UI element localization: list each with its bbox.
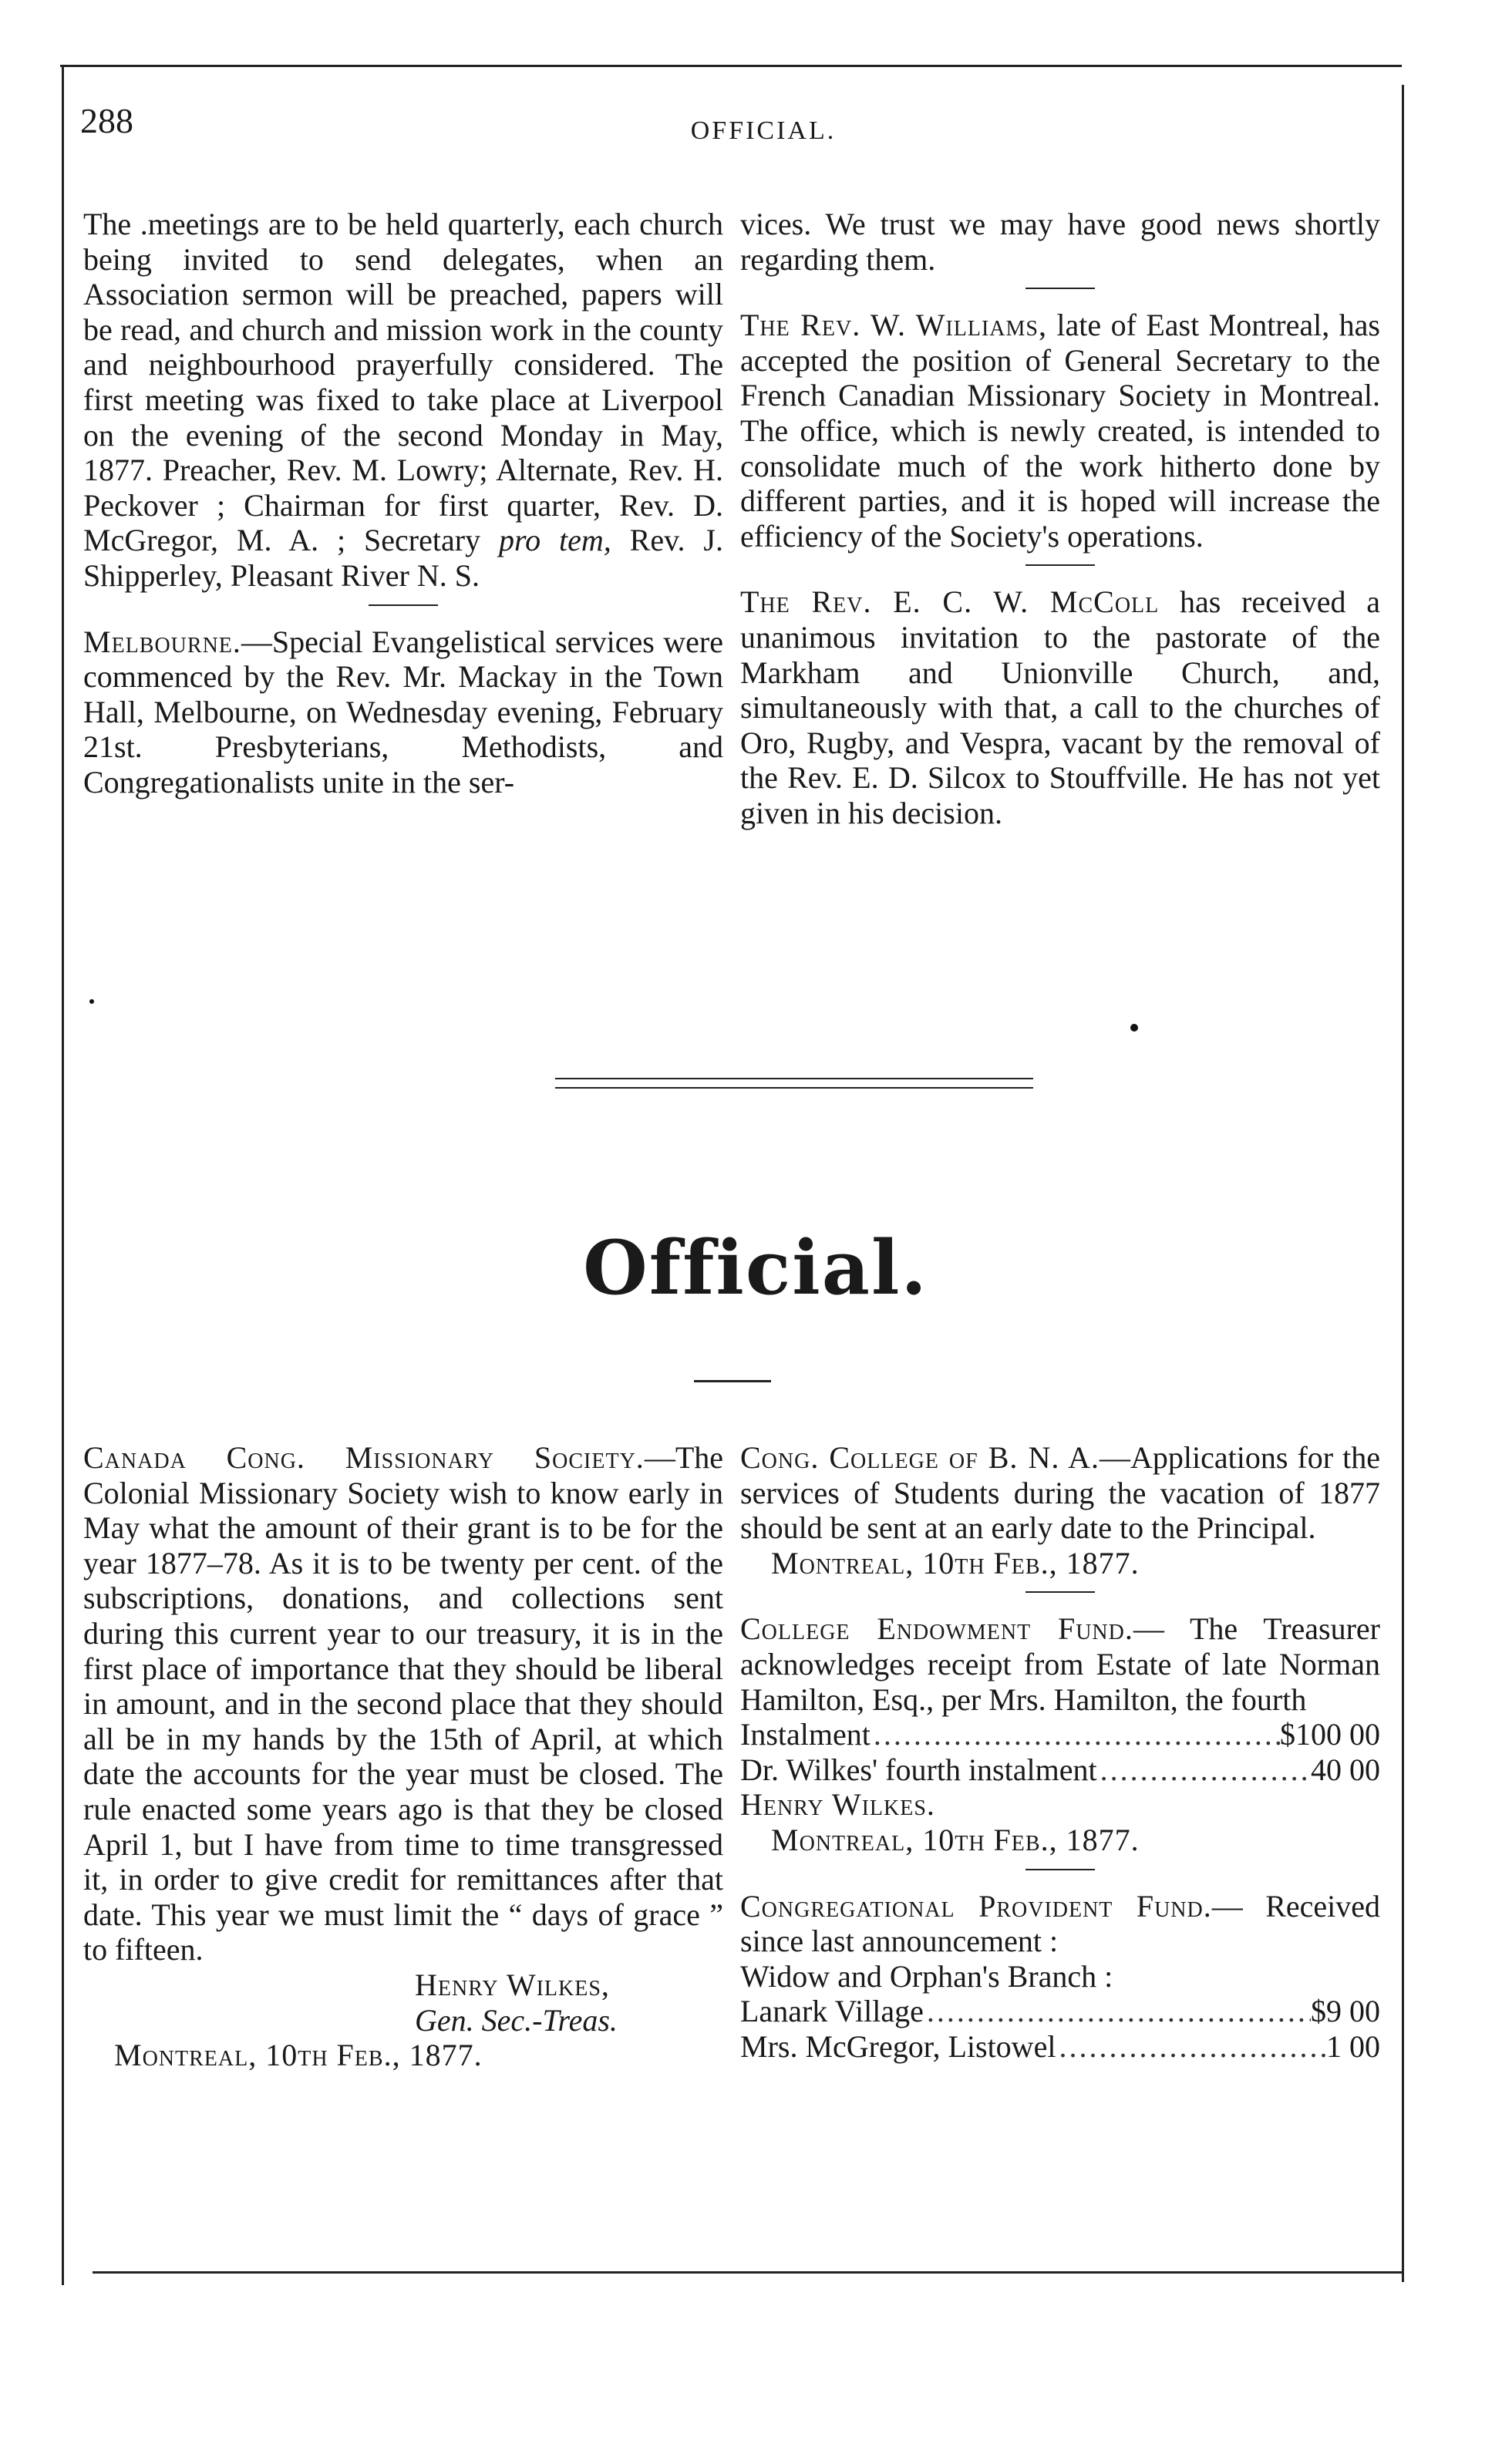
association-text-tail: Rev. J. Shipperley, Pleasant River N. S. bbox=[83, 523, 723, 593]
missionary-society-lead: Canada Cong. Missionary Society. bbox=[83, 1440, 645, 1475]
entry-amount: 40 00 bbox=[1311, 1752, 1380, 1787]
melbourne-lead: Melbourne. bbox=[83, 624, 241, 659]
entry-amount: 1 00 bbox=[1326, 2028, 1380, 2064]
association-paragraph bbox=[83, 207, 723, 594]
college-lead: Cong. College of B. N. A. bbox=[740, 1440, 1100, 1475]
ink-speck bbox=[1130, 1024, 1138, 1032]
missionary-society-paragraph bbox=[83, 1440, 723, 1967]
ledger-entry bbox=[740, 2029, 1380, 2065]
melbourne-text: —Special Evangelistical services were commenced by the Rev. Mr. Mackay in the Town Hall, Melbourne, on Wednesday evening, February 21st. Presbyterians, Methodists, and Congregationalists unite in the ser- bbox=[83, 624, 723, 799]
williams-text: late of East Montreal, has accepted the position of General Secretary to the French Canadian Missionary Society in Montreal. The office, which is newly created, is intended to consolidate much of the work hitherto done by different parties, and it is hoped will increase the efficiency of the Society's operations. bbox=[740, 308, 1380, 554]
ledger-entry bbox=[740, 1717, 1380, 1752]
leader-dots bbox=[1097, 1752, 1311, 1788]
page-frame-right bbox=[1402, 85, 1404, 2282]
provident-fund-paragraph bbox=[740, 1889, 1380, 1959]
pro-tem-italic: pro tem, bbox=[498, 523, 611, 558]
williams-lead: The Rev. W. Williams, bbox=[740, 308, 1047, 343]
divider-rule bbox=[1025, 1869, 1095, 1870]
page-frame-top bbox=[60, 65, 1402, 67]
signature-name: Henry Wilkes. bbox=[740, 1787, 935, 1823]
divider-rule bbox=[369, 604, 438, 606]
leader-dots bbox=[1056, 2029, 1326, 2065]
entry-label: Dr. Wilkes' fourth instalment bbox=[740, 1752, 1097, 1787]
provident-fund-lead: Congregational Provident Fund. bbox=[740, 1888, 1212, 1924]
divider-rule bbox=[1025, 1591, 1095, 1593]
signature-title: Gen. Sec.-Treas. bbox=[415, 2002, 618, 2038]
bottom-right-column bbox=[740, 1440, 1380, 2065]
entry-label: Mrs. McGregor, Listowel bbox=[740, 2028, 1056, 2064]
top-left-column bbox=[83, 207, 723, 800]
page-number: 288 bbox=[80, 101, 133, 140]
endowment-paragraph bbox=[740, 1611, 1380, 1717]
leader-dots bbox=[871, 1717, 1280, 1752]
divider-rule bbox=[1025, 288, 1095, 289]
signature-name: Henry Wilkes, bbox=[415, 1967, 610, 2002]
mccoll-text: has received a unanimous invitation to the pastorate of the Markham and Unionville Church, and, simultaneously with that, a call to the churches of Oro, Rugby, and Vespra, vacant by the removal of the Rev. E. D. Silcox to Stouffville. He has not yet given in his decision. bbox=[740, 584, 1380, 830]
entry-amount: $100 00 bbox=[1280, 1717, 1380, 1752]
entry-label: Lanark Village bbox=[740, 1994, 924, 2029]
college-text: —Applications for the services of Students during the vacation of 1877 should be sent at an early date to the Principal. bbox=[740, 1440, 1380, 1546]
college-paragraph bbox=[740, 1440, 1380, 1546]
running-head: OFFICIAL. bbox=[690, 116, 837, 145]
top-right-column bbox=[740, 207, 1380, 831]
mccoll-paragraph bbox=[740, 584, 1380, 830]
dateline: Montreal, 10th Feb., 1877. bbox=[114, 2038, 483, 2073]
entry-amount: $9 00 bbox=[1311, 1994, 1380, 2029]
bottom-left-column bbox=[83, 1440, 723, 2073]
melbourne-paragraph bbox=[83, 624, 723, 800]
entry-label: Instalment bbox=[740, 1717, 871, 1752]
section-heading: Official. bbox=[583, 1224, 928, 1311]
continuation-paragraph: vices. We trust we may have good news shortly regarding them. bbox=[740, 207, 1380, 277]
branch-label: Widow and Orphan's Branch : bbox=[740, 1958, 1113, 1994]
williams-paragraph bbox=[740, 308, 1380, 554]
dateline: Montreal, 10th Feb., 1877. bbox=[771, 1545, 1140, 1580]
association-text: The .meetings are to be held quarterly, each church being invited to send delegates, when an Association sermon will be preached, papers will be read, and church and mission work in the county and neighbourhood prayerfully considered. The first meeting was fixed to take place at Liverpool on the evening of the second Monday in May, 1877. Preacher, Rev. M. Lowry; Alternate, Rev. H. Peckover ; Chairman for first quarter, Rev. D. McGregor, M. A. ; Secretary bbox=[83, 207, 723, 558]
ledger-entry bbox=[740, 1994, 1380, 2029]
dateline: Montreal, 10th Feb., 1877. bbox=[771, 1822, 1140, 1857]
endowment-text: — The Treasurer acknowledges receipt from Estate of late Norman Hamilton, Esq., per Mrs. Hamilton, the fourth bbox=[740, 1611, 1381, 1717]
page-frame-left bbox=[62, 65, 64, 2285]
ink-speck bbox=[89, 999, 94, 1004]
page-frame-bottom bbox=[93, 2271, 1403, 2274]
endowment-lead: College Endowment Fund. bbox=[740, 1611, 1133, 1647]
leader-dots bbox=[924, 1994, 1311, 2029]
missionary-society-text: —The Colonial Missionary Society wish to know early in May what the amount of their grant is to be for the year 1877–78. As it is to be twenty per cent. of the subscriptions, donations, and collections sent during this current year to our treasury, it is in the first place of importance that they should be liberal in amount, and in the second place that they should all be in my hands by the 15th of April, at which date the accounts for the year must be closed. The rule enacted some years ago is that they be closed April 1, but I have from time to time transgressed it, in order to give credit for remittances after that date. This year we must limit the “ days of grace ” to fifteen. bbox=[83, 1440, 723, 1967]
heading-rule bbox=[694, 1380, 771, 1382]
provident-fund-text: — Received since last announcement : bbox=[740, 1888, 1381, 1959]
mccoll-lead: The Rev. E. C. W. McColl bbox=[740, 584, 1160, 620]
divider-rule bbox=[1025, 564, 1095, 566]
section-double-rule bbox=[555, 1078, 1033, 1089]
ledger-entry bbox=[740, 1752, 1380, 1788]
